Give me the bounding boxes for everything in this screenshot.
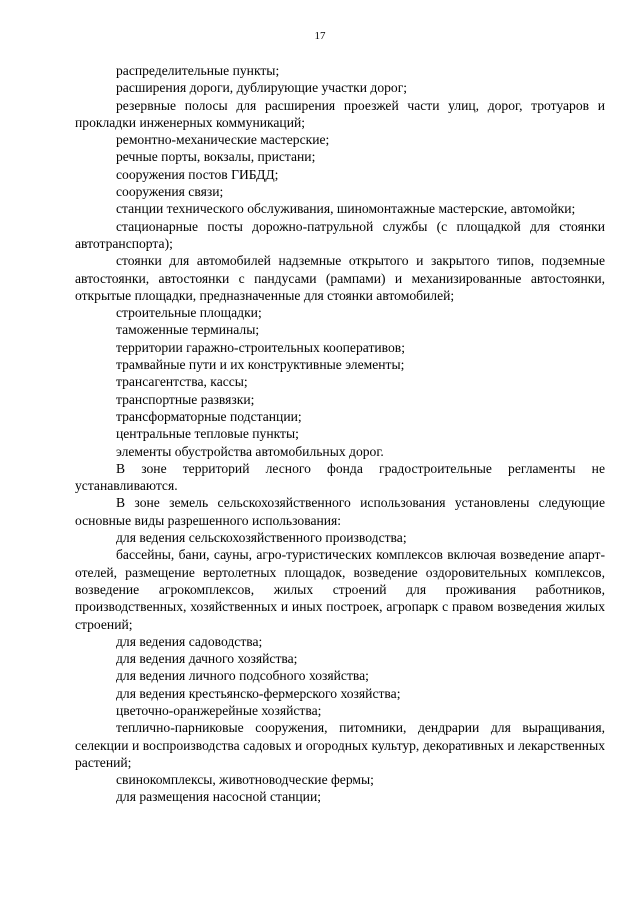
paragraph: для ведения крестьянско-фермерского хозяйства; <box>116 685 401 701</box>
paragraph: ремонтно-механические мастерские; <box>116 132 330 148</box>
paragraph: для ведения садоводства; <box>116 633 263 649</box>
paragraph: сооружения постов ГИБДД; <box>116 166 279 182</box>
paragraph: цветочно-оранжерейные хозяйства; <box>116 702 322 718</box>
paragraph: территории гаражно-строительных кооперативов; <box>116 339 405 355</box>
paragraph: трансформаторные подстанции; <box>116 408 302 424</box>
paragraph: центральные тепловые пункты; <box>116 426 299 442</box>
paragraph: строительные площадки; <box>116 305 262 321</box>
paragraph: станции технического обслуживания, шиномонтажные мастерские, автомойки; <box>116 201 576 217</box>
paragraph: для размещения насосной станции; <box>116 789 322 805</box>
paragraph: стоянки для автомобилей надземные открытого и закрытого типов, подземные автостоянки, автостоянки с пандусами (рампами) и механизированные автостоянки, открытые площадки, предназначенные для стоянки автомобилей; <box>75 253 605 303</box>
paragraph: речные порты, вокзалы, пристани; <box>116 149 316 165</box>
paragraph: расширения дороги, дублирующие участки дорог; <box>116 80 408 96</box>
paragraph: теплично-парниковые сооружения, питомники, дендрарии для выращивания, селекции и воспроизводства садовых и огородных культур, декоративных и лекарственных растений; <box>75 720 605 770</box>
paragraph: трамвайные пути и их конструктивные элементы; <box>116 357 405 373</box>
paragraph: трансагентства, кассы; <box>116 374 248 390</box>
paragraph: для ведения личного подсобного хозяйства; <box>116 668 369 684</box>
paragraph: для ведения сельскохозяйственного производства; <box>116 530 407 546</box>
paragraph: сооружения связи; <box>116 184 224 200</box>
document-body <box>75 62 605 806</box>
paragraph: элементы обустройства автомобильных дорог. <box>116 443 384 459</box>
paragraph: В зоне земель сельскохозяйственного использования установлены следующие основные виды разрешенного использования: <box>75 495 605 528</box>
paragraph: стационарные посты дорожно-патрульной службы (с площадкой для стоянки автотранспорта); <box>75 218 605 251</box>
paragraph: резервные полосы для расширения проезжей части улиц, дорог, тротуаров и прокладки инженерных коммуникаций; <box>75 97 605 130</box>
paragraph: свинокомплексы, животноводческие фермы; <box>116 772 374 788</box>
paragraph: распределительные пункты; <box>116 63 280 78</box>
paragraph: транспортные развязки; <box>116 391 255 407</box>
paragraph: В зоне территорий лесного фонда градостроительные регламенты не устанавливаются. <box>75 460 605 494</box>
page-number: 17 <box>314 30 326 42</box>
paragraph: бассейны, бани, сауны, агро-туристических комплексов включая возведение апарт-отелей, размещение вертолетных площадок, возведение оздоровительных комплексов, возведение агрокомплексов, жилых строений для проживания работников, производственных, хозяйственных и иных построек, агропарк с правом возведения жилых строений; <box>75 547 605 632</box>
paragraph: таможенные терминалы; <box>116 322 260 338</box>
paragraph: для ведения дачного хозяйства; <box>116 651 298 667</box>
